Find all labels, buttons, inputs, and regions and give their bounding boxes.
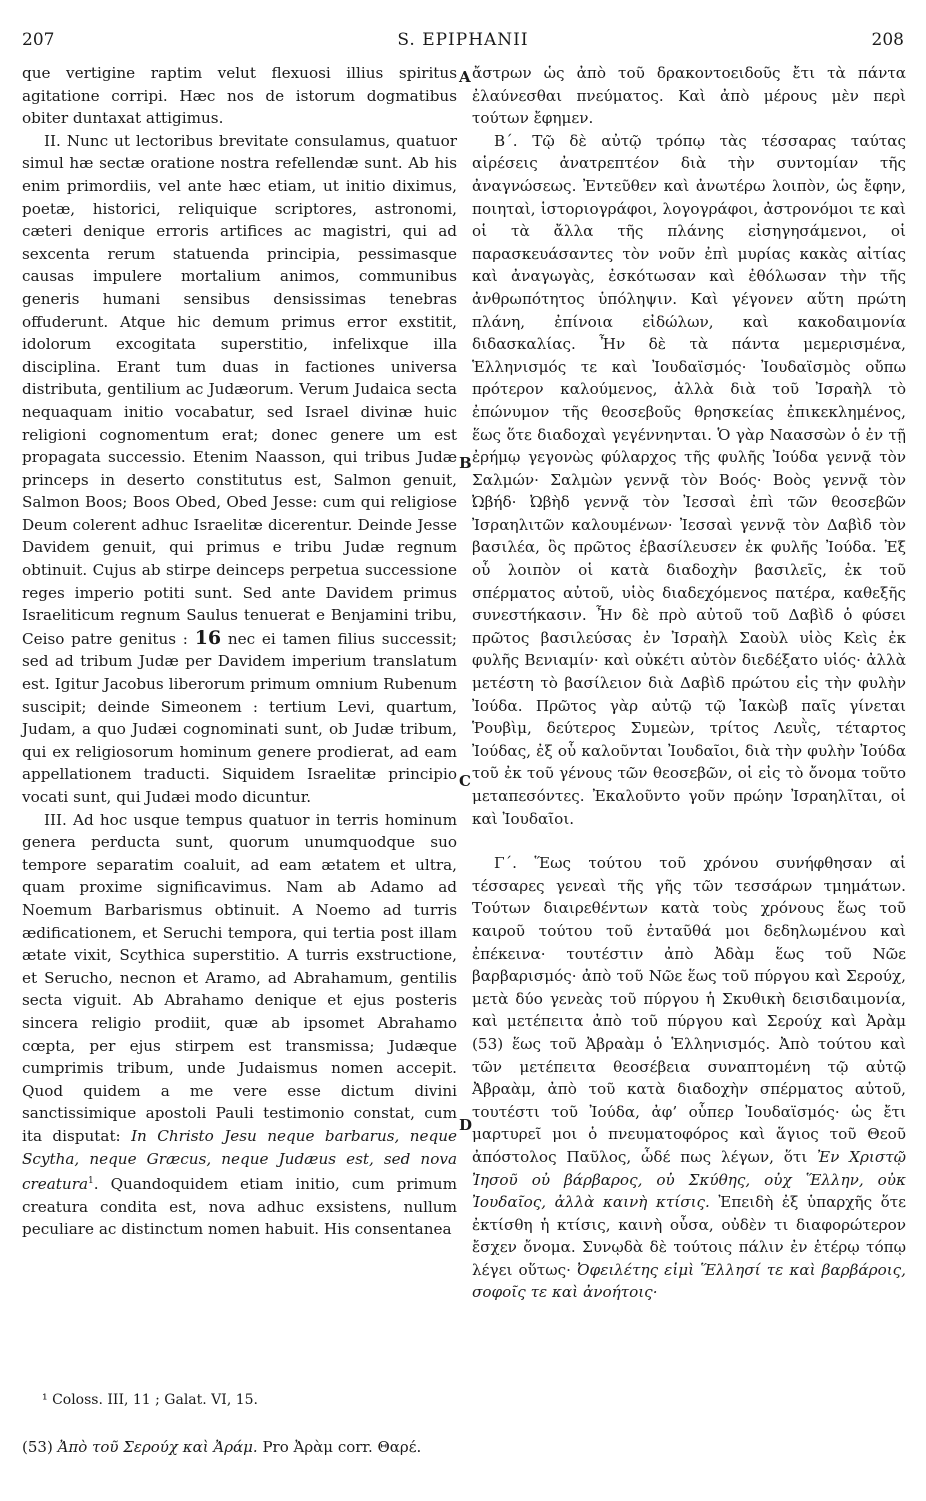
section-marker-d: D: [459, 1116, 473, 1134]
greek-footnote-lemma: Ἀπὸ τοῦ Σερούχ καὶ Ἀράμ.: [57, 1438, 258, 1456]
greek-page-number: 16: [194, 626, 222, 649]
running-title: S. EPIPHANII: [397, 30, 529, 50]
section-marker-b: B: [459, 454, 472, 472]
latin-paragraph-3-text: III. Ad hoc usque tempus quatuor in terris hominum genera perducta sunt, quorum unumquodque suo tempore separatim coaluit, ad eam ætatem et ultra, quam proxime significavimus. Nam ab Adamo ad Noemum Barbarismus obtinuit. A Noemo ad turris ædificationem, et Seruchi tempora, qui tertia post illam ætate vixit, Scythica superstitio. A turris exstructione, et Serucho, necnon et Aramo, ad Abrahamum, gentilis secta viguit. Ab Abrahamo denique et ejus posteris sincera religio prodiit, quæ ab ipsomet Abrahamo cœpta, per ejus stirpem est transmissa; Judæque cumprimis tribum, unde Judaismus nomen accepit. Quod quidem a me vere esse dictum divini sanctissimique apostoli Pauli testimonio constat, cum ita disputat:: [22, 810, 457, 1145]
latin-paragraph-1: que vertigine raptim velut flexuosi illius spiritus agitatione corripi. Hæc nos de istorum dogmatibus obiter duntaxat attigimus.: [22, 64, 457, 128]
greek-column: [472, 62, 906, 1304]
greek-paragraph-1: ἄστρων ὡς ἀπὸ τοῦ δρακοντοειδοῦς ἔτι τὰ πάντα ἐλαύνεσθαι πνεύματος. Καὶ ἀπὸ μέρους μὲν περὶ τούτων ἔφημεν.: [472, 64, 906, 128]
latin-paragraph-2-tail: nec ei tamen filius successit; sed ad tribum Judæ per Davidem imperium translatum est. Igitur Jacobus liberorum primum omnium Rubenum suscipit; deinde Simeonem : tertium Levi, quartum, Judam, a quo Judæi cognominati sunt, ob Judæ tribum, qui ex religiosorum hominum genere prodierat, ad eam appellationem traducti. Siquidem Israelitæ principio vocati sunt, qui Judæi modo dicuntur.: [22, 629, 457, 806]
greek-quote-2: Ὀφειλέτης εἰμὶ Ἕλλησί τε καὶ βαρβάροις, σοφοῖς τε καὶ ἀνοήτοις·: [472, 1260, 907, 1302]
footnote-ref: 1: [88, 1176, 94, 1187]
latin-column: [22, 62, 457, 1241]
latin-quote: In Christo Jesu neque barbarus, neque Scytha, neque Græcus, neque Judæus est, sed nova creatura: [22, 1126, 457, 1194]
greek-footnote-number: (53): [22, 1438, 53, 1456]
latin-paragraph-3-tail: . Quandoquidem etiam initio, cum primum creatura condita est, nova adhuc exsistens, nullum peculiare ac distinctum nomen habuit. His consentanea: [22, 1175, 457, 1239]
greek-paragraph-3: [472, 852, 906, 1304]
greek-footnote: [22, 1438, 421, 1456]
greek-footnote-correction: Pro Ἀρὰμ corr. Θαρέ.: [262, 1438, 422, 1456]
greek-paragraph-3-mid: Ἐπειδὴ ἐξ ὑπαρχῆς ὅτε ἐκτίσθη ἡ κτίσις, καινὴ οὖσα, οὐδὲν τι διαφορώτερον ἔσχεν ὄνομα. Συνῳδὰ δὲ τούτοις πάλιν ἐν ἑτέρῳ τόπῳ λέγει οὕτως·: [472, 1193, 906, 1279]
latin-paragraph-2: [22, 130, 457, 809]
latin-footnote: ¹ Coloss. III, 11 ; Galat. VI, 15.: [42, 1392, 258, 1408]
page-number-left: 207: [22, 30, 55, 50]
greek-paragraph-3-text: Γ΄. Ἕως τούτου τοῦ χρόνου συνήφθησαν αἱ τέσσαρες γενεαὶ τῆς γῆς τῶν τεσσάρων τμημάτων. Τούτων διαιρεθέντων κατὰ τοὺς χρόνους ἕως τοῦ καιροῦ τούτου τοῦ ἐνταῦθά μοι δεδηλωμένου καὶ ἐπέκεινα· τουτέστιν ἀπὸ Ἀδὰμ ἕως τοῦ Νῶε βαρβαρισμός· ἀπὸ τοῦ Νῶε ἕως τοῦ πύργου καὶ Σερούχ, μετὰ δύο γενεὰς τοῦ πύργου ἡ Σκυθικὴ δεισιδαιμονία, καὶ μετέπειτα ἀπὸ τοῦ πύργου καὶ Σερούχ καὶ Ἀρὰμ (53) ἕως τοῦ Ἀβραὰμ ὁ Ἑλληνισμός. Ἀπὸ τούτου καὶ τῶν μετέπειτα θεοσέβεια συναπτομένη τῷ αὐτῷ Ἀβραὰμ, ἀπὸ τοῦ κατὰ διαδοχὴν σπέρματος αὐτοῦ, τουτέστι τοῦ Ἰούδα, ἀφ’ οὗπερ Ἰουδαϊσμός· ὡς ἔτι μαρτυρεῖ μοι ὁ πνευματοφόρος καὶ ἅγιος τοῦ Θεοῦ ἀπόστολος Παῦλος, ὧδέ πως λέγων, ὅτι: [472, 854, 906, 1166]
section-marker-a: A: [459, 68, 471, 86]
greek-paragraph-2: Β΄. Τῷ δὲ αὐτῷ τρόπῳ τὰς τέσσαρας ταύτας αἱρέσεις ἀνατρεπτέον διὰ τὴν συντομίαν τῆς ἀναγνώσεως. Ἐντεῦθεν καὶ ἀνωτέρω λοιπὸν, ὡς ἔφην, ποιηταὶ, ἱστοριογράφοι, λογογράφοι, ἀστρονόμοι τε καὶ οἱ τὰ ἄλλα τῆς πλάνης εἰσηγησάμενοι, οἱ παρασκευάσαντες τὸν νοῦν ἐπὶ μυρίας κακὰς αἰτίας καὶ ἀναγωγὰς, ἐσκότωσαν καὶ ἐθόλωσαν τὴν τῆς ἀνθρωπότητος ὑπόληψιν. Καὶ γέγονεν αὕτη πρώτη πλάνη, ἐπίνοια εἰδώλων, καὶ κακοδαιμονία διδασκαλίας. Ἦν δὲ τὰ πάντα μεμερισμένα, Ἑλληνισμός τε καὶ Ἰουδαϊσμός· Ἰουδαϊσμὸς οὔπω πρότερον καλούμενος, ἀλλὰ διὰ τοῦ Ἰσραὴλ τὸ ἐπώνυμον τῆς θεοσεβοῦς θρησκείας ἐπικεκλημένος, ἕως ὅτε διαδοχαὶ γεγέννηνται. Ὁ γὰρ Ναασσὼν ὁ ἐν τῇ ἐρήμῳ γεγονὼς φύλαρχος τῆς φυλῆς Ἰούδα γεννᾷ τὸν Σαλμών· Σαλμὼν γεννᾷ τὸν Βοός· Βοὸς γεννᾷ τὸν Ὠβήδ· Ὠβὴδ γεννᾷ τὸν Ἰεσσαὶ ἐπὶ τῶν θεοσεβῶν Ἰσραηλιτῶν καλουμένων· Ἰεσσαὶ γεννᾷ τὸν Δαβὶδ τὸν βασιλέα, ὃς πρῶτος ἐβασίλευσεν ἐκ φυλῆς Ἰούδα. Ἐξ οὗ λοιπὸν οἱ κατὰ διαδοχὴν βασιλεῖς, ἐκ τοῦ σπέρματος αὐτοῦ, υἱὸς διαδεχόμενος πατέρα, καθεξῆς συνεστήκασιν. Ἦν δὲ πρὸ αὐτοῦ τοῦ Δαβὶδ ὁ φύσει πρῶτος βασιλεύσας ἐν Ἰσραὴλ Σαοὺλ υἱὸς Κεὶς ἐκ φυλῆς Βενιαμίν· καὶ οὐκέτι αὐτὸν διεδέξατο υἱός· ἀλλὰ μετέστη τὸ βασίλειον διὰ Δαβὶδ πρώτου εἰς τὴν φυλὴν Ἰούδα. Πρῶτος γὰρ αὐτῷ τῷ Ἰακὼβ παῖς γίνεται Ῥουβὶμ, δεύτερος Συμεὼν, τρίτος Λευῒς, τέταρτος Ἰούδας, ἐξ οὗ καλοῦνται Ἰουδαῖοι, διὰ τὴν φυλὴν Ἰούδα τοῦ ἐκ τοῦ γένους τῶν θεοσεβῶν, οἱ εἰς τὸ ὄνομα τοῦτο μεταπεσόντες. Ἐκαλοῦντο γοῦν πρώην Ἰσραηλῖται, οἱ καὶ Ἰουδαῖοι.: [472, 131, 906, 828]
page-header: [22, 30, 904, 58]
greek-quote: Ἐν Χριστῷ Ἰησοῦ οὐ βάρβαρος, οὐ Σκύθης, οὐχ Ἕλλην, οὐκ Ἰουδαῖος, ἀλλὰ καινὴ κτίσις.: [472, 1147, 907, 1212]
latin-paragraph-2-text: II. Nunc ut lectoribus brevitate consulamus, quatuor simul hæ sectæ oratione nostra refellendæ sunt. Ab his enim primordiis, vel ante hæc etiam, ut initio diximus, poetæ, historici, reliquique scriptores, astronomi, cæteri denique erroris artifices ac magistri, qui ad sexcenta rerum statuenda principia, pessimasque causas impulere mortalium animos, communibus generis humani sensibus densissimas tenebras offuderunt. Atque hic demum primus error exstitit, idolorum excogitata superstitio, infelixque illa disciplina. Erant tum duas in factiones universa distributa, gentilium ac Judæorum. Verum Judaica secta nequaquam initio vocabatur, sed Israel divinæ huic religioni cognomentum erat; donec genere um est propagata successio. Etenim Naasson, qui tribus Judæ princeps in deserto constitutus est, Salmon genuit, Salmon Boos; Boos Obed, Obed Jesse: cum qui religiose Deum colerent adhuc Israelitæ dicerentur. Deinde Jesse Davidem genuit, qui primus e tribu Judæ regnum obtinuit. Cujus ab stirpe deinceps perpetua successione reges imperio potiti sunt. Sed ante Davidem primus Israeliticum regnum Saulus tenuerat e Benjamini tribu, Ceiso patre genitus :: [22, 131, 457, 648]
latin-paragraph-3: [22, 809, 457, 1241]
page-number-right: 208: [871, 30, 904, 50]
section-marker-c: C: [459, 772, 471, 790]
